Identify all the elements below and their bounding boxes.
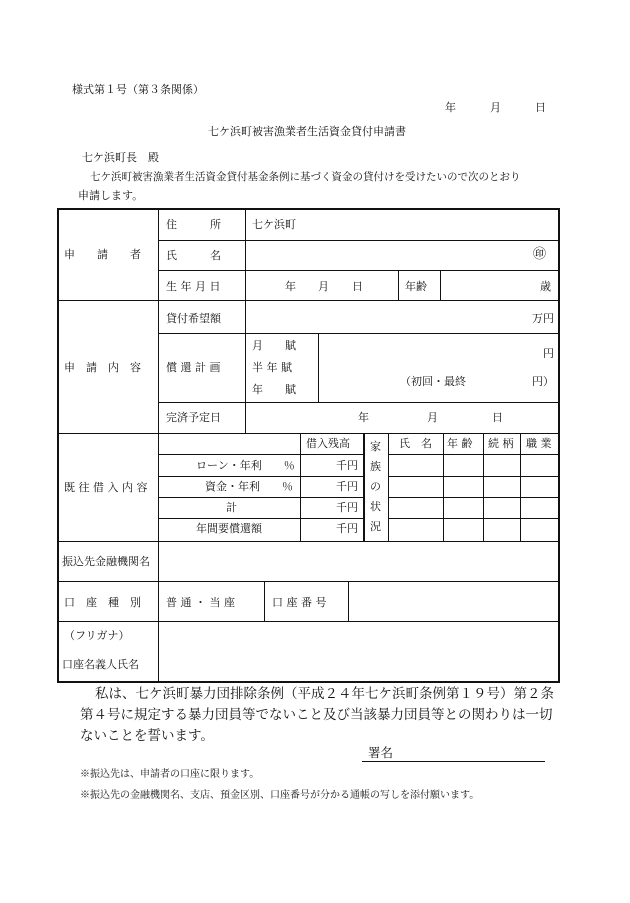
- plan-type-divider: [318, 333, 319, 403]
- age-divider-2: [440, 270, 441, 301]
- bank-name-label: 振込先金融機関名: [62, 555, 150, 568]
- amount-unit: 万円: [532, 312, 554, 325]
- address-value: 七ケ浜町: [252, 218, 296, 231]
- annual-row-unit: 千円: [336, 522, 358, 535]
- completion-day-unit: 日: [492, 411, 503, 424]
- signature-line: [362, 761, 545, 762]
- section-separator-3: [57, 541, 560, 542]
- existing-row-line-2: [158, 476, 364, 477]
- address-label: 住 所: [166, 218, 221, 231]
- existing-row-line-4: [158, 518, 364, 519]
- family-row-line-3: [388, 497, 560, 498]
- family-col-line-2: [483, 433, 484, 542]
- family-col-age: 年 齢: [447, 437, 473, 450]
- date-month: 月: [490, 101, 501, 114]
- fund-row-unit: 千円: [336, 480, 358, 493]
- request-value-divider: [245, 300, 246, 434]
- account-number-divider: [348, 581, 349, 622]
- furigana-label: （フリガナ）: [64, 629, 130, 642]
- family-label-char: の: [370, 480, 381, 493]
- applicant-section-label: 申 請 者: [64, 248, 141, 261]
- table-border-top: [57, 208, 560, 210]
- age-unit: 歳: [540, 280, 551, 293]
- date-day: 日: [535, 101, 546, 114]
- account-holder-label: 口座名義人氏名: [62, 658, 139, 671]
- pledge-line1: 私は、七ケ浜町暴力団排除条例（平成２４年七ケ浜町条例第１９号）第２条: [95, 686, 554, 702]
- applicant-row-line-1: [158, 240, 560, 241]
- request-row-line-2: [158, 402, 560, 403]
- account-type-label: 口 座 種 別: [64, 596, 141, 609]
- family-row-line-1: [388, 454, 560, 455]
- age-divider-1: [398, 270, 399, 301]
- request-section-label: 申 請 内 容: [64, 361, 141, 374]
- existing-row-line-1: [158, 454, 364, 455]
- birth-month-unit: 月: [318, 280, 329, 293]
- plan-annual: 年 賦: [252, 383, 296, 396]
- amount-label: 貸付希望額: [166, 312, 221, 325]
- family-label-char: 況: [370, 520, 381, 533]
- fund-row-label: 資金・年利 ％: [205, 480, 293, 493]
- family-section-divider: [363, 433, 365, 542]
- existing-section-label: 既 往 借 入 内 容: [64, 481, 148, 494]
- repayment-plan-label: 償 還 計 画: [166, 361, 221, 374]
- applicant-value-divider: [245, 208, 246, 301]
- plan-note: （初回・最終 円）: [400, 375, 554, 388]
- table-border-bottom: [57, 681, 560, 683]
- account-type-value: 普 通 ・ 当 座: [166, 596, 235, 609]
- pledge-line2: 第４号に規定する暴力団員等でないこと及び当該暴力団員等との関わりは一切: [80, 707, 553, 723]
- family-label-divider: [388, 433, 389, 542]
- completion-year-unit: 年: [358, 411, 369, 424]
- age-label: 年齢: [405, 280, 427, 293]
- family-row-line-4: [388, 518, 560, 519]
- document-title: 七ケ浜町被害漁業者生活資金貸付申請書: [208, 125, 406, 138]
- balance-column-divider: [300, 433, 301, 542]
- label-column-divider: [158, 208, 159, 683]
- plan-unit: 円: [543, 347, 554, 360]
- request-row-line-1: [158, 333, 560, 334]
- account-type-divider: [264, 581, 265, 622]
- total-row-label: 計: [226, 501, 237, 514]
- table-border-left: [57, 208, 59, 683]
- plan-monthly: 月 賦: [252, 339, 296, 352]
- intro-line1: 七ケ浜町被害漁業者生活資金貸付基金条例に基づく資金の貸付けを受けたいので次のとおり: [90, 171, 521, 183]
- family-col-job: 職 業: [526, 437, 552, 450]
- balance-header: 借入残高: [306, 437, 350, 450]
- birthdate-label: 生 年 月 日: [166, 280, 221, 293]
- section-separator-2: [57, 433, 560, 434]
- birth-day-unit: 日: [352, 280, 363, 293]
- existing-row-line-3: [158, 497, 364, 498]
- section-separator-5: [57, 621, 560, 622]
- birth-year-unit: 年: [285, 280, 296, 293]
- family-col-line-3: [520, 433, 521, 542]
- pledge-line3: ないことを誓います。: [80, 728, 214, 744]
- section-separator-1: [57, 300, 560, 301]
- seal-mark: ㊞: [533, 247, 547, 262]
- family-label-char: 家: [370, 440, 381, 453]
- completion-date-label: 完済予定日: [166, 411, 221, 424]
- signature-label: 署名: [368, 745, 394, 760]
- account-number-label: 口 座 番 号: [272, 596, 327, 609]
- loan-row-label: ローン・年利 ％: [196, 459, 295, 472]
- family-col-name: 氏 名: [399, 437, 432, 450]
- total-row-unit: 千円: [336, 501, 358, 514]
- completion-month-unit: 月: [427, 411, 438, 424]
- loan-row-unit: 千円: [336, 459, 358, 472]
- addressee: 七ケ浜町長 殿: [82, 151, 159, 164]
- applicant-row-line-2: [158, 270, 560, 271]
- name-label: 氏 名: [166, 249, 221, 262]
- annual-row-label: 年間要償還額: [196, 522, 262, 535]
- family-col-line-1: [443, 433, 444, 542]
- note-2: ※振込先の金融機関名、支店、預金区別、口座番号が分かる通帳の写しを添付願います。: [80, 790, 480, 801]
- section-separator-4: [57, 581, 560, 582]
- table-border-right: [558, 208, 560, 683]
- form-number: 様式第１号（第３条関係）: [72, 83, 204, 96]
- family-label-char: 状: [370, 500, 381, 513]
- family-col-relation: 続 柄: [488, 437, 514, 450]
- intro-line2: 申請します。: [78, 189, 144, 202]
- family-row-line-2: [388, 476, 560, 477]
- note-1: ※振込先は、申請者の口座に限ります。: [80, 769, 260, 780]
- family-label-char: 族: [370, 460, 381, 473]
- date-year: 年: [445, 101, 456, 114]
- plan-semiannual: 半 年 賦: [252, 361, 292, 374]
